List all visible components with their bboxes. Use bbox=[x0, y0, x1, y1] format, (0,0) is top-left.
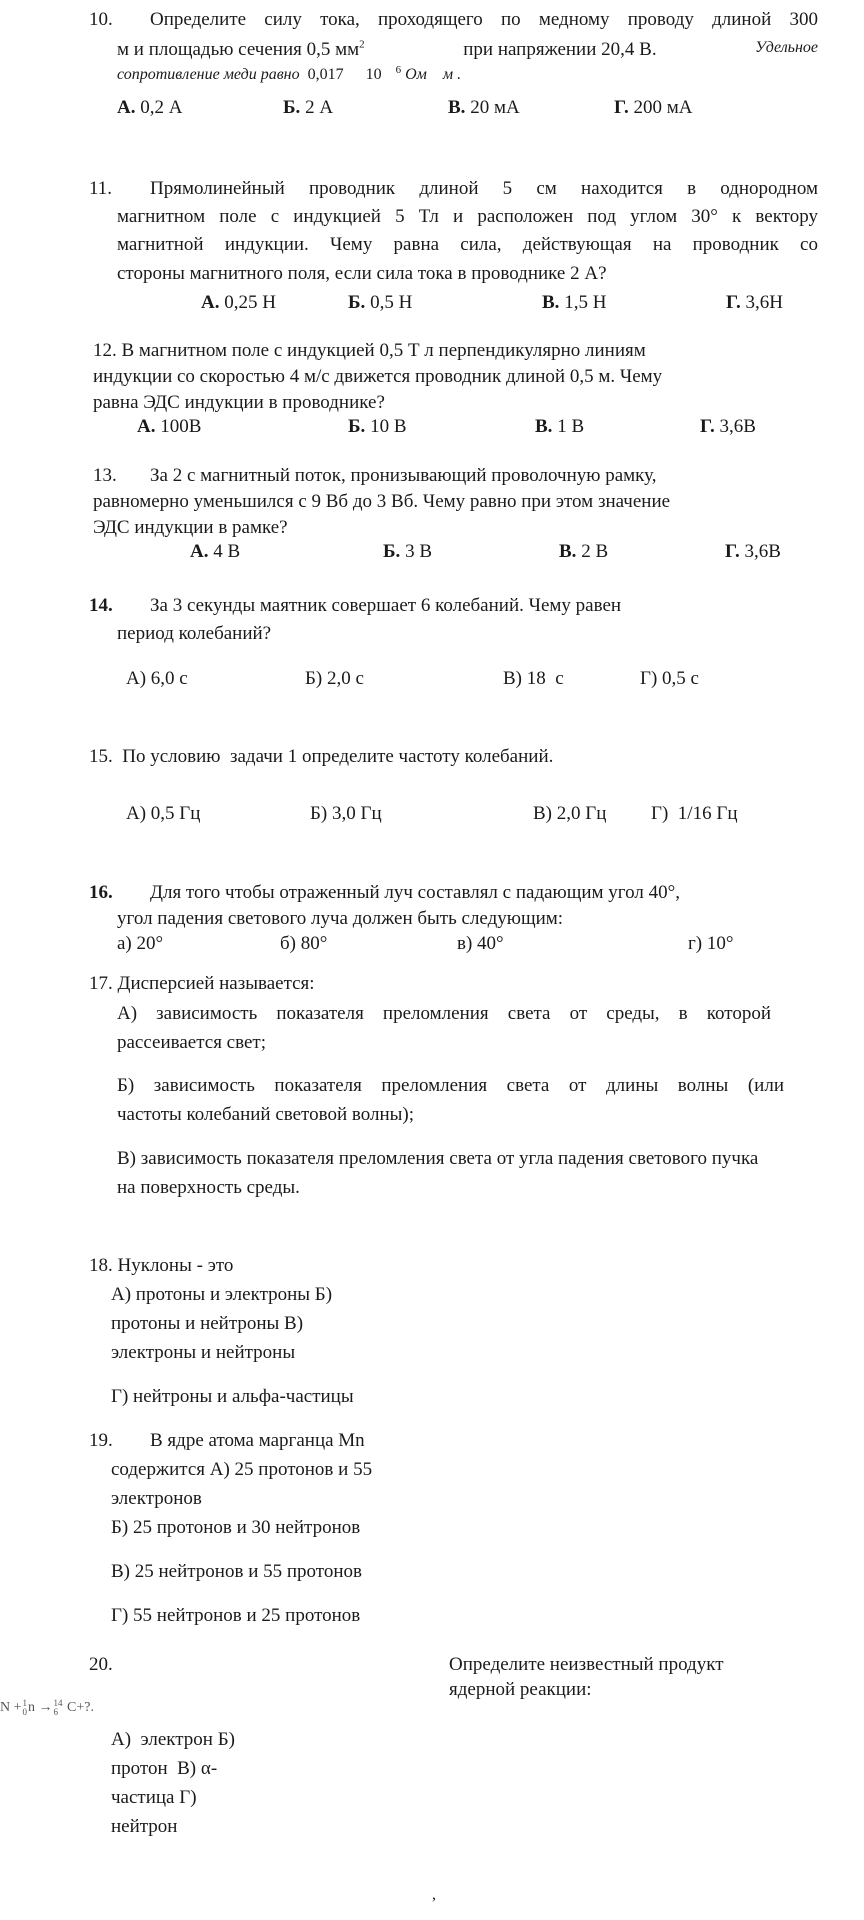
q11-line-1: Прямолинейный проводник длиной 5 см находится в однородном bbox=[150, 178, 818, 199]
q16-answer-c: в) 40° bbox=[457, 933, 504, 954]
q16-answer-a: а) 20° bbox=[117, 933, 164, 954]
q14-line-1: За 3 секунды маятник совершает 6 колебаний. Чему равен bbox=[150, 595, 622, 616]
q12-answer-c: В. 1 В bbox=[535, 416, 585, 437]
q19-line-5: В) 25 нейтронов и 55 протонов bbox=[111, 1561, 362, 1582]
q12-line-1: 12. В магнитном поле с индукцией 0,5 Т л перпендикулярно линиям bbox=[93, 340, 646, 361]
q20-answer-line-1: А) электрон Б) bbox=[111, 1729, 235, 1750]
q18-title: 18. Нуклоны - это bbox=[89, 1255, 234, 1276]
q15-answer-c: В) 2,0 Гц bbox=[533, 803, 607, 824]
q16-answer-b: б) 80° bbox=[280, 933, 328, 954]
q19-line-6: Г) 55 нейтронов и 25 протонов bbox=[111, 1605, 361, 1626]
q10-line-2 bbox=[117, 37, 818, 64]
q16-line-1: Для того чтобы отраженный луч составлял с падающим угол 40°, bbox=[150, 882, 680, 903]
q13-number: 13. bbox=[93, 465, 117, 486]
q10-resistivity-exponent: 6 bbox=[395, 63, 402, 76]
q17-option-a-line-2: рассеивается свет; bbox=[117, 1032, 266, 1053]
q11-line-4: стороны магнитного поля, если сила тока в проводнике 2 А? bbox=[117, 263, 607, 284]
q11-number: 11. bbox=[89, 178, 113, 199]
q14-answer-a: А) 6,0 с bbox=[126, 668, 188, 689]
q14-answer-d: Г) 0,5 с bbox=[640, 668, 699, 689]
q18-line-2: А) протоны и электроны Б) bbox=[111, 1284, 333, 1305]
q13-answer-c: В. 2 В bbox=[559, 541, 609, 562]
q16-answer-d: г) 10° bbox=[688, 933, 734, 954]
q13-line-1: За 2 с магнитный поток, пронизывающий проволочную рамку, bbox=[150, 465, 657, 486]
q17-option-a-line-1: А) зависимость показателя преломления света от среды, в которой bbox=[117, 1003, 771, 1024]
q19-line-3: электронов bbox=[111, 1488, 202, 1509]
q17-title: 17. Дисперсией называется: bbox=[89, 973, 315, 994]
q10-line-2-a: м и площадью сечения 0,5 мм bbox=[117, 39, 360, 60]
q20-reaction-equation: N + 1 0 n → 14 6 C+?. bbox=[0, 1698, 94, 1717]
q12-line-2: индукции со скоростью 4 м/с движется проводник длиной 0,5 м. Чему bbox=[93, 366, 663, 387]
q20-answer-line-2: протон В) α- bbox=[111, 1758, 218, 1779]
q14-answer-b: Б) 2,0 с bbox=[305, 668, 364, 689]
q12-answer-b: Б. 10 В bbox=[348, 416, 407, 437]
q10-answer-b: Б. 2 А bbox=[283, 97, 334, 118]
q18-line-4: электроны и нейтроны bbox=[111, 1342, 296, 1363]
q11-answer-d: Г. 3,6Н bbox=[726, 292, 783, 313]
q14-answer-c: В) 18 с bbox=[503, 668, 564, 689]
q13-line-3: ЭДС индукции в рамке? bbox=[93, 517, 288, 538]
q10-answer-c: В. 20 мА bbox=[448, 97, 520, 118]
q10-answer-a: А. 0,2 А bbox=[117, 97, 183, 118]
q10-resistivity-label: сопротивление меди равно bbox=[117, 66, 300, 83]
q10-resistivity-value: 0,017 bbox=[307, 66, 344, 83]
q18-line-5: Г) нейтроны и альфа-частицы bbox=[111, 1386, 354, 1407]
q10-unit-ohm: Ом bbox=[405, 66, 427, 83]
q19-line-1: В ядре атома марганца Mn bbox=[150, 1430, 365, 1451]
q12-answer-d: Г. 3,6В bbox=[700, 416, 756, 437]
q11-answer-a: А. 0,25 Н bbox=[201, 292, 276, 313]
q11-line-3: магнитной индукции. Чему равна сила, действующая на проводник со bbox=[117, 234, 818, 255]
q11-answer-b: Б. 0,5 Н bbox=[348, 292, 413, 313]
q18-line-3: протоны и нейтроны В) bbox=[111, 1313, 304, 1334]
q10-line-2-b: при напряжении 20,4 В. bbox=[463, 39, 657, 60]
q20-number: 20. bbox=[89, 1654, 113, 1675]
q11-line-2: магнитном поле с индукцией 5 Тл и расположен под углом 30° к вектору bbox=[117, 206, 818, 227]
q16-number: 16. bbox=[89, 882, 113, 903]
q10-line-1: Определите силу тока, проходящего по медному проводу длиной 300 bbox=[150, 9, 818, 30]
q10-superscript: 2 bbox=[359, 38, 365, 51]
q12-line-3: равна ЭДС индукции в проводнике? bbox=[93, 392, 385, 413]
q10-unit-m: м . bbox=[442, 66, 462, 83]
q19-line-2: содержится А) 25 протонов и 55 bbox=[111, 1459, 373, 1480]
q19-line-4: Б) 25 протонов и 30 нейтронов bbox=[111, 1517, 361, 1538]
q20-prompt-line-2: ядерной реакции: bbox=[449, 1679, 592, 1700]
q14-line-2: период колебаний? bbox=[117, 623, 272, 644]
q10-resistivity-power: 10 bbox=[365, 66, 382, 83]
q13-answer-d: Г. 3,6В bbox=[725, 541, 781, 562]
q15-answer-a: А) 0,5 Гц bbox=[126, 803, 201, 824]
q20-answer-line-3: частица Г) bbox=[111, 1787, 197, 1808]
q15-line: 15. По условию задачи 1 определите частоту колебаний. bbox=[89, 746, 554, 767]
q13-answer-b: Б. 3 В bbox=[383, 541, 432, 562]
q17-option-c-line-1: В) зависимость показателя преломления света от угла падения светового пучка bbox=[117, 1148, 759, 1169]
q13-answer-a: А. 4 В bbox=[190, 541, 241, 562]
q15-answer-b: Б) 3,0 Гц bbox=[310, 803, 382, 824]
q13-line-2: равномерно уменьшился с 9 Вб до 3 Вб. Чему равно при этом значение bbox=[93, 491, 671, 512]
q17-option-b-line-2: частоты колебаний световой волны); bbox=[117, 1104, 414, 1125]
q20-answer-line-4: нейтрон bbox=[111, 1816, 178, 1837]
q10-number: 10. bbox=[89, 9, 113, 30]
q10-line-2-c: Удельное bbox=[755, 39, 818, 56]
q10-line-3 bbox=[117, 64, 461, 86]
q17-option-b-line-1: Б) зависимость показателя преломления света от длины волны (или bbox=[117, 1075, 784, 1096]
footer-mark: , bbox=[432, 1886, 436, 1903]
q19-number: 19. bbox=[89, 1430, 113, 1451]
q11-answer-c: В. 1,5 Н bbox=[542, 292, 607, 313]
q17-option-c-line-2: на поверхность среды. bbox=[117, 1177, 300, 1198]
q10-answer-d: Г. 200 мА bbox=[614, 97, 693, 118]
q20-prompt-line-1: Определите неизвестный продукт bbox=[449, 1654, 724, 1675]
q12-answer-a: А. 100В bbox=[137, 416, 202, 437]
q15-answer-d: Г) 1/16 Гц bbox=[651, 803, 738, 824]
q16-line-2: угол падения светового луча должен быть следующим: bbox=[117, 908, 564, 929]
q14-number: 14. bbox=[89, 595, 113, 616]
